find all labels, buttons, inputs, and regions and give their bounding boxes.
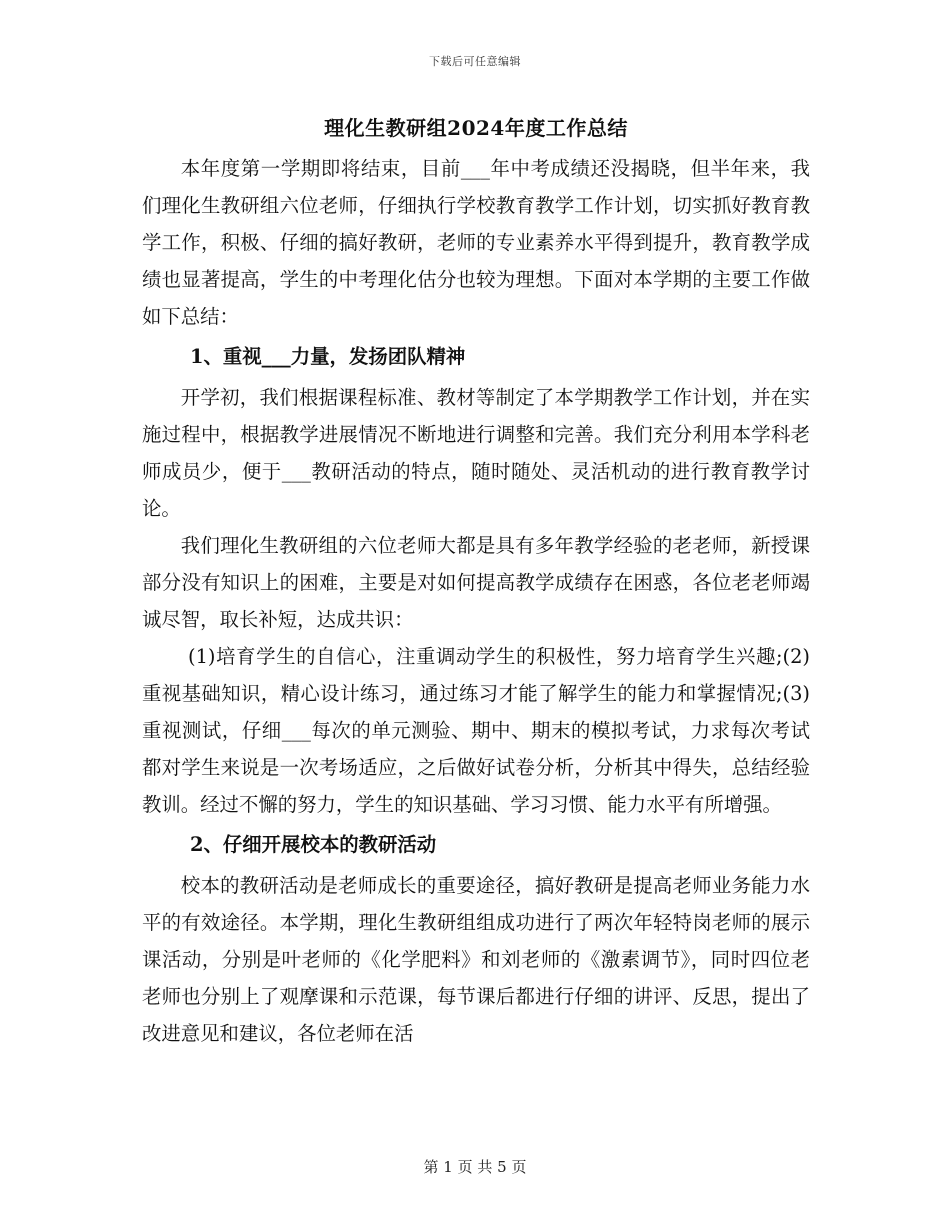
section-1-paragraph-1: 开学初，我们根据课程标准、教材等制定了本学期教学工作计划，并在实施过程中，根据教学进展情况不断地进行调整和完善。我们充分利用本学科老师成员少，便于___教研活动的特点，随时随处、灵活机动的进行教育教学讨论。 (142, 386, 810, 520)
page-footer: 第 1 页 共 5 页 (423, 1158, 527, 1176)
document-body (142, 106, 810, 1052)
document-title: 理化生教研组2024年度工作总结 (324, 116, 628, 140)
intro-paragraph: 本年度第一学期即将结束，目前___年中考成绩还没揭晓，但半年来，我们理化生教研组六位老师，仔细执行学校教育教学工作计划，切实抓好教育教学工作，积极、仔细的搞好教研，老师的专业素养水平得到提升，教育教学成绩也显著提高，学生的中考理化估分也较为理想。下面对本学期的主要工作做如下总结： (142, 157, 810, 328)
section-2-heading: 2、仔细开展校本的教研活动 (190, 833, 437, 856)
section-1-paragraph-3: (1)培育学生的自信心，注重调动学生的积极性，努力培育学生兴趣;(2)重视基础知识，精心设计练习，通过练习才能了解学生的能力和掌握情况;(3)重视测试，仔细___每次的单元测验、期中、期末的模拟考试，力求每次考试都对学生来说是一次考场适应，之后做好试卷分析，分析其中得失，总结经验教训。经过不懈的努力，学生的知识基础、学习习惯、能力水平有所增强。 (142, 645, 810, 816)
section-1-heading: 1、重视___力量，发扬团队精神 (190, 345, 466, 368)
section-1-paragraph-2: 我们理化生教研组的六位老师大都是具有多年教学经验的老老师，新授课部分没有知识上的困难，主要是对如何提高教学成绩存在困惑，各位老老师竭诚尽智，取长补短，达成共识： (142, 534, 810, 631)
page-header: 下载后可任意编辑 (429, 55, 521, 68)
section-2-paragraph-1: 校本的教研活动是老师成长的重要途径，搞好教研是提高老师业务能力水平的有效途径。本学期，理化生教研组组成功进行了两次年轻特岗老师的展示课活动，分别是叶老师的《化学肥料》和刘老师的《激素调节》，同时四位老老师也分别上了观摩课和示范课，每节课后都进行仔细的讲评、反思，提出了改进意见和建议，各位老师在活 (142, 874, 810, 1045)
